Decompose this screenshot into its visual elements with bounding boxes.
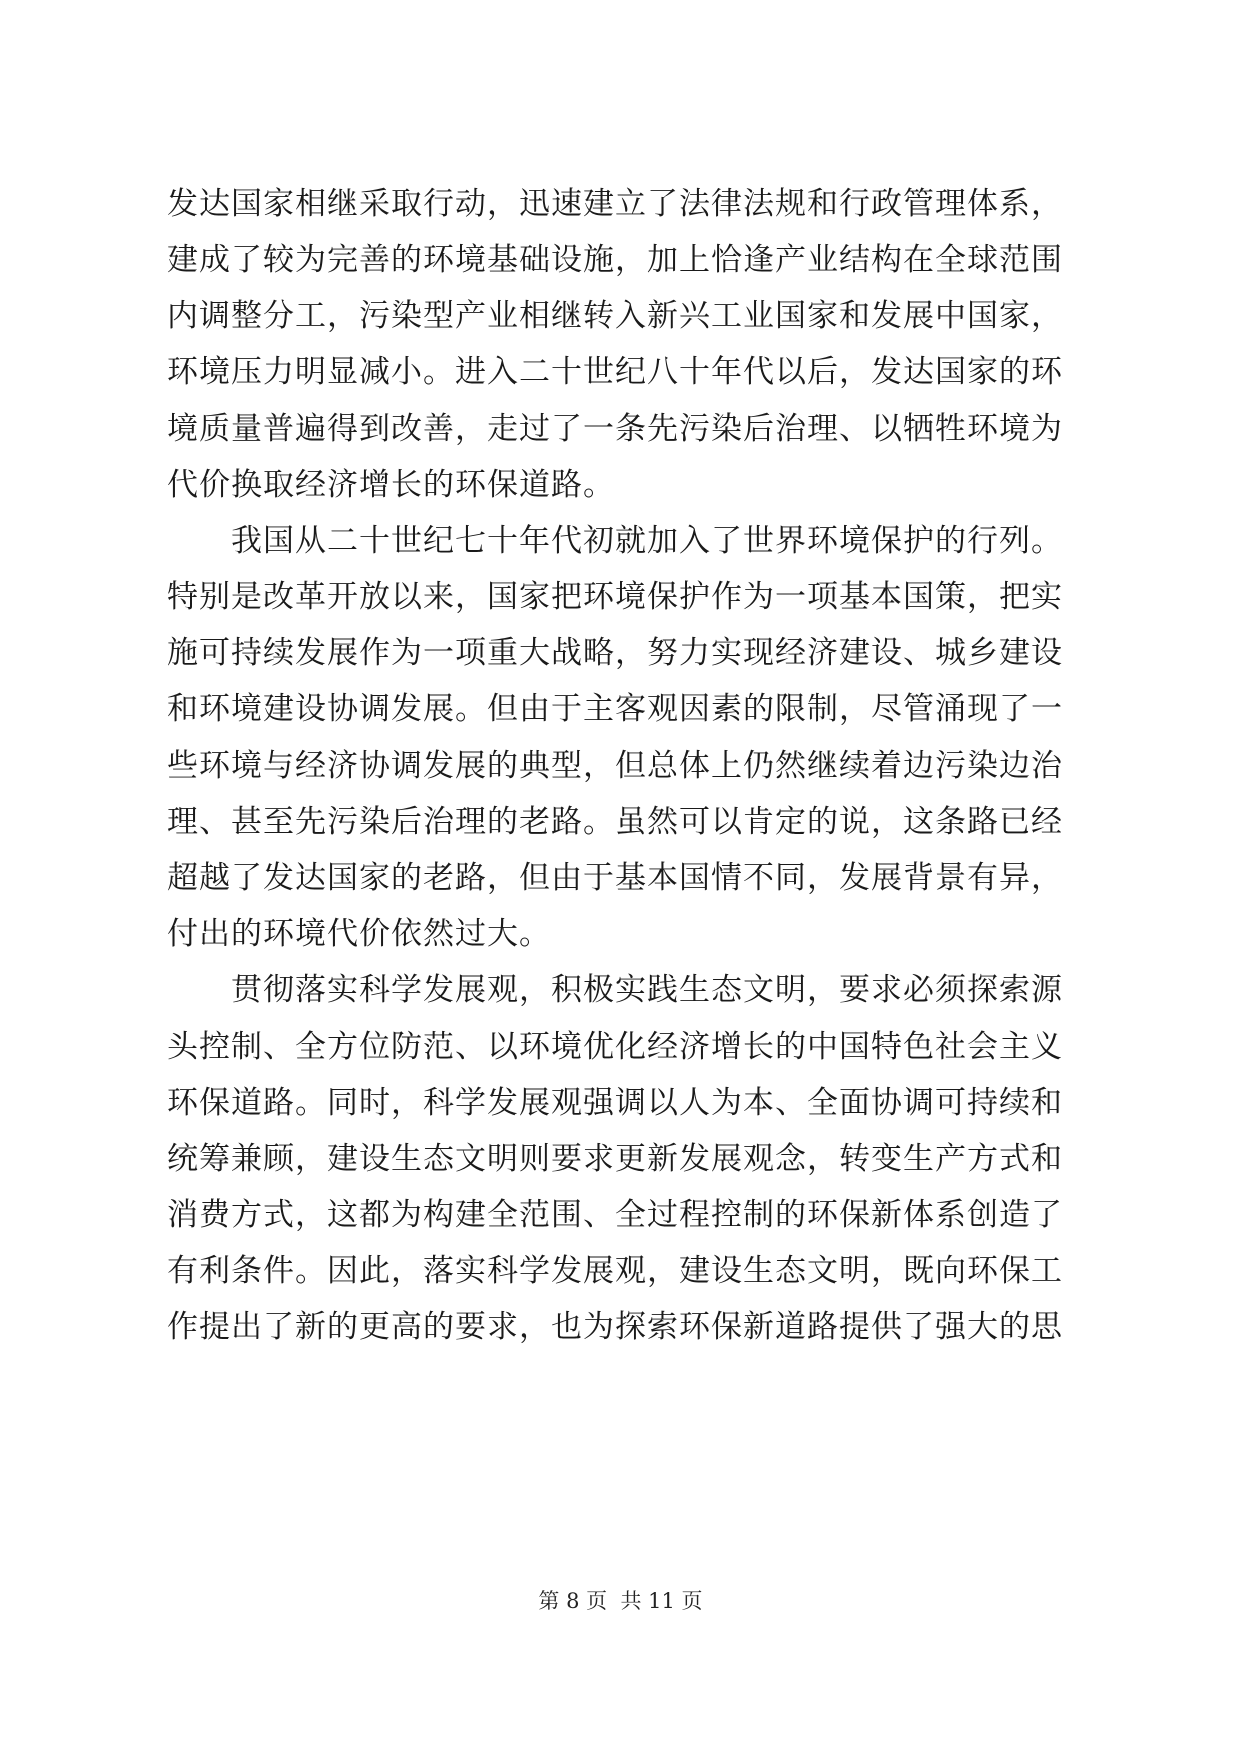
body-line: 和环境建设协调发展。但由于主客观因素的限制，尽管涌现了一 <box>167 691 1063 727</box>
body-line: 施可持续发展作为一项重大战略，努力实现经济建设、城乡建设 <box>167 635 1063 671</box>
body-line: 贯彻落实科学发展观，积极实践生态文明，要求必须探索源 <box>167 972 1063 1008</box>
body-line: 环境压力明显减小。进入二十世纪八十年代以后，发达国家的环 <box>167 354 1063 390</box>
body-line: 有利条件。因此，落实科学发展观，建设生态文明，既向环保工 <box>167 1253 1063 1289</box>
body-line: 建成了较为完善的环境基础设施，加上恰逢产业结构在全球范围 <box>167 242 1063 278</box>
body-line: 特别是改革开放以来，国家把环境保护作为一项基本国策，把实 <box>167 579 1063 615</box>
page-number-footer: 第 8 页 共 11 页 <box>538 1589 703 1613</box>
body-line: 环保道路。同时，科学发展观强调以人为本、全面协调可持续和 <box>167 1085 1063 1121</box>
body-line: 作提出了新的更高的要求，也为探索环保新道路提供了强大的思 <box>167 1309 1063 1345</box>
body-line: 我国从二十世纪七十年代初就加入了世界环境保护的行列。 <box>167 523 1063 559</box>
body-line: 代价换取经济增长的环保道路。 <box>167 467 615 503</box>
body-line: 付出的环境代价依然过大。 <box>167 916 551 952</box>
body-line: 境质量普遍得到改善，走过了一条先污染后治理、以牺牲环境为 <box>167 411 1063 447</box>
body-line: 理、甚至先污染后治理的老路。虽然可以肯定的说，这条路已经 <box>167 804 1063 840</box>
body-line: 超越了发达国家的老路，但由于基本国情不同，发展背景有异， <box>167 860 1063 896</box>
body-line: 头控制、全方位防范、以环境优化经济增长的中国特色社会主义 <box>167 1029 1063 1065</box>
body-line: 发达国家相继采取行动，迅速建立了法律法规和行政管理体系， <box>167 186 1063 222</box>
body-line: 统筹兼顾，建设生态文明则要求更新发展观念，转变生产方式和 <box>167 1141 1063 1177</box>
body-line: 些环境与经济协调发展的典型，但总体上仍然继续着边污染边治 <box>167 748 1063 784</box>
body-line: 内调整分工，污染型产业相继转入新兴工业国家和发展中国家， <box>167 298 1063 334</box>
body-line: 消费方式，这都为构建全范围、全过程控制的环保新体系创造了 <box>167 1197 1063 1233</box>
